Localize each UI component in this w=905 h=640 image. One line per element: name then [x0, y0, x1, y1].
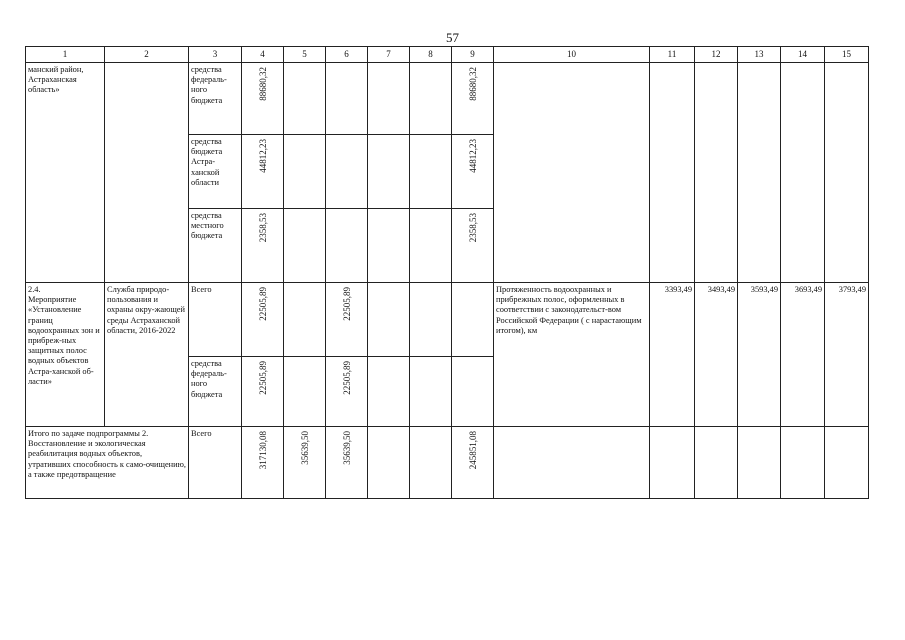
total-label: Итого по задаче подпрограммы 2. Восстановление и экологическая реабилитация водных объектов, утративших способность к само-очищению, а также предотвращение — [26, 427, 189, 499]
indicator-value: 3693,49 — [781, 283, 825, 427]
measure-cell: 2.4. Мероприятие «Установление границ водоохранных зон и прибреж-ных защитных полос водных объектов Астра-ханской об-ласти» — [26, 283, 105, 427]
funding-source: средства федераль-ного бюджета — [189, 63, 242, 135]
header-cell: 14 — [781, 47, 825, 63]
header-row — [26, 47, 869, 63]
value-cell: 88680,32 — [452, 63, 494, 135]
header-cell: 9 — [452, 47, 494, 63]
value-cell: 245851,08 — [452, 427, 494, 499]
value-cell: 22505,89 — [326, 283, 368, 357]
indicator-cell: Протяженность водоохранных и прибрежных полос, оформленных в соответствии с законодательст-вом Российской Федерации ( с нарастающим итогом), км — [494, 283, 650, 427]
program-table — [25, 46, 869, 499]
value-cell: 22505,89 — [242, 357, 284, 427]
header-cell: 15 — [825, 47, 869, 63]
executor-cell: Служба природо-пользования и охраны окру-жающей среды Астраханской области, 2016-2022 — [105, 283, 189, 427]
table-row — [26, 63, 869, 135]
funding-source: Всего — [189, 427, 242, 499]
header-cell: 10 — [494, 47, 650, 63]
funding-source: средства федераль-ного бюджета — [189, 357, 242, 427]
value-cell: 35639,50 — [284, 427, 326, 499]
value-cell: 22505,89 — [326, 357, 368, 427]
funding-source: Всего — [189, 283, 242, 357]
header-cell: 11 — [650, 47, 695, 63]
funding-source: средства бюджета Астра-ханской области — [189, 135, 242, 209]
table-row — [26, 283, 869, 357]
header-cell: 7 — [368, 47, 410, 63]
indicator-value: 3493,49 — [695, 283, 738, 427]
value-cell: 22505,89 — [242, 283, 284, 357]
value-cell: 317130,08 — [242, 427, 284, 499]
header-cell: 4 — [242, 47, 284, 63]
value-cell: 88680,32 — [242, 63, 284, 135]
value-cell: 2358,53 — [242, 209, 284, 283]
table-row — [26, 427, 869, 499]
indicator-value: 3393,49 — [650, 283, 695, 427]
header-cell: 8 — [410, 47, 452, 63]
header-cell: 12 — [695, 47, 738, 63]
executor-cell — [105, 63, 189, 283]
value-cell: 35639,50 — [326, 427, 368, 499]
header-cell: 6 — [326, 47, 368, 63]
value-cell: 44812,23 — [452, 135, 494, 209]
indicator-value: 3793,49 — [825, 283, 869, 427]
value-cell: 2358,53 — [452, 209, 494, 283]
indicator-value: 3593,49 — [738, 283, 781, 427]
page-number: 57 — [446, 30, 459, 45]
header-cell: 2 — [105, 47, 189, 63]
district-cell: манский район, Астраханская область» — [26, 63, 105, 283]
header-cell: 1 — [26, 47, 105, 63]
header-cell: 13 — [738, 47, 781, 63]
funding-source: средства местного бюджета — [189, 209, 242, 283]
header-cell: 5 — [284, 47, 326, 63]
value-cell: 44812,23 — [242, 135, 284, 209]
indicator-cell — [494, 63, 650, 283]
header-cell: 3 — [189, 47, 242, 63]
